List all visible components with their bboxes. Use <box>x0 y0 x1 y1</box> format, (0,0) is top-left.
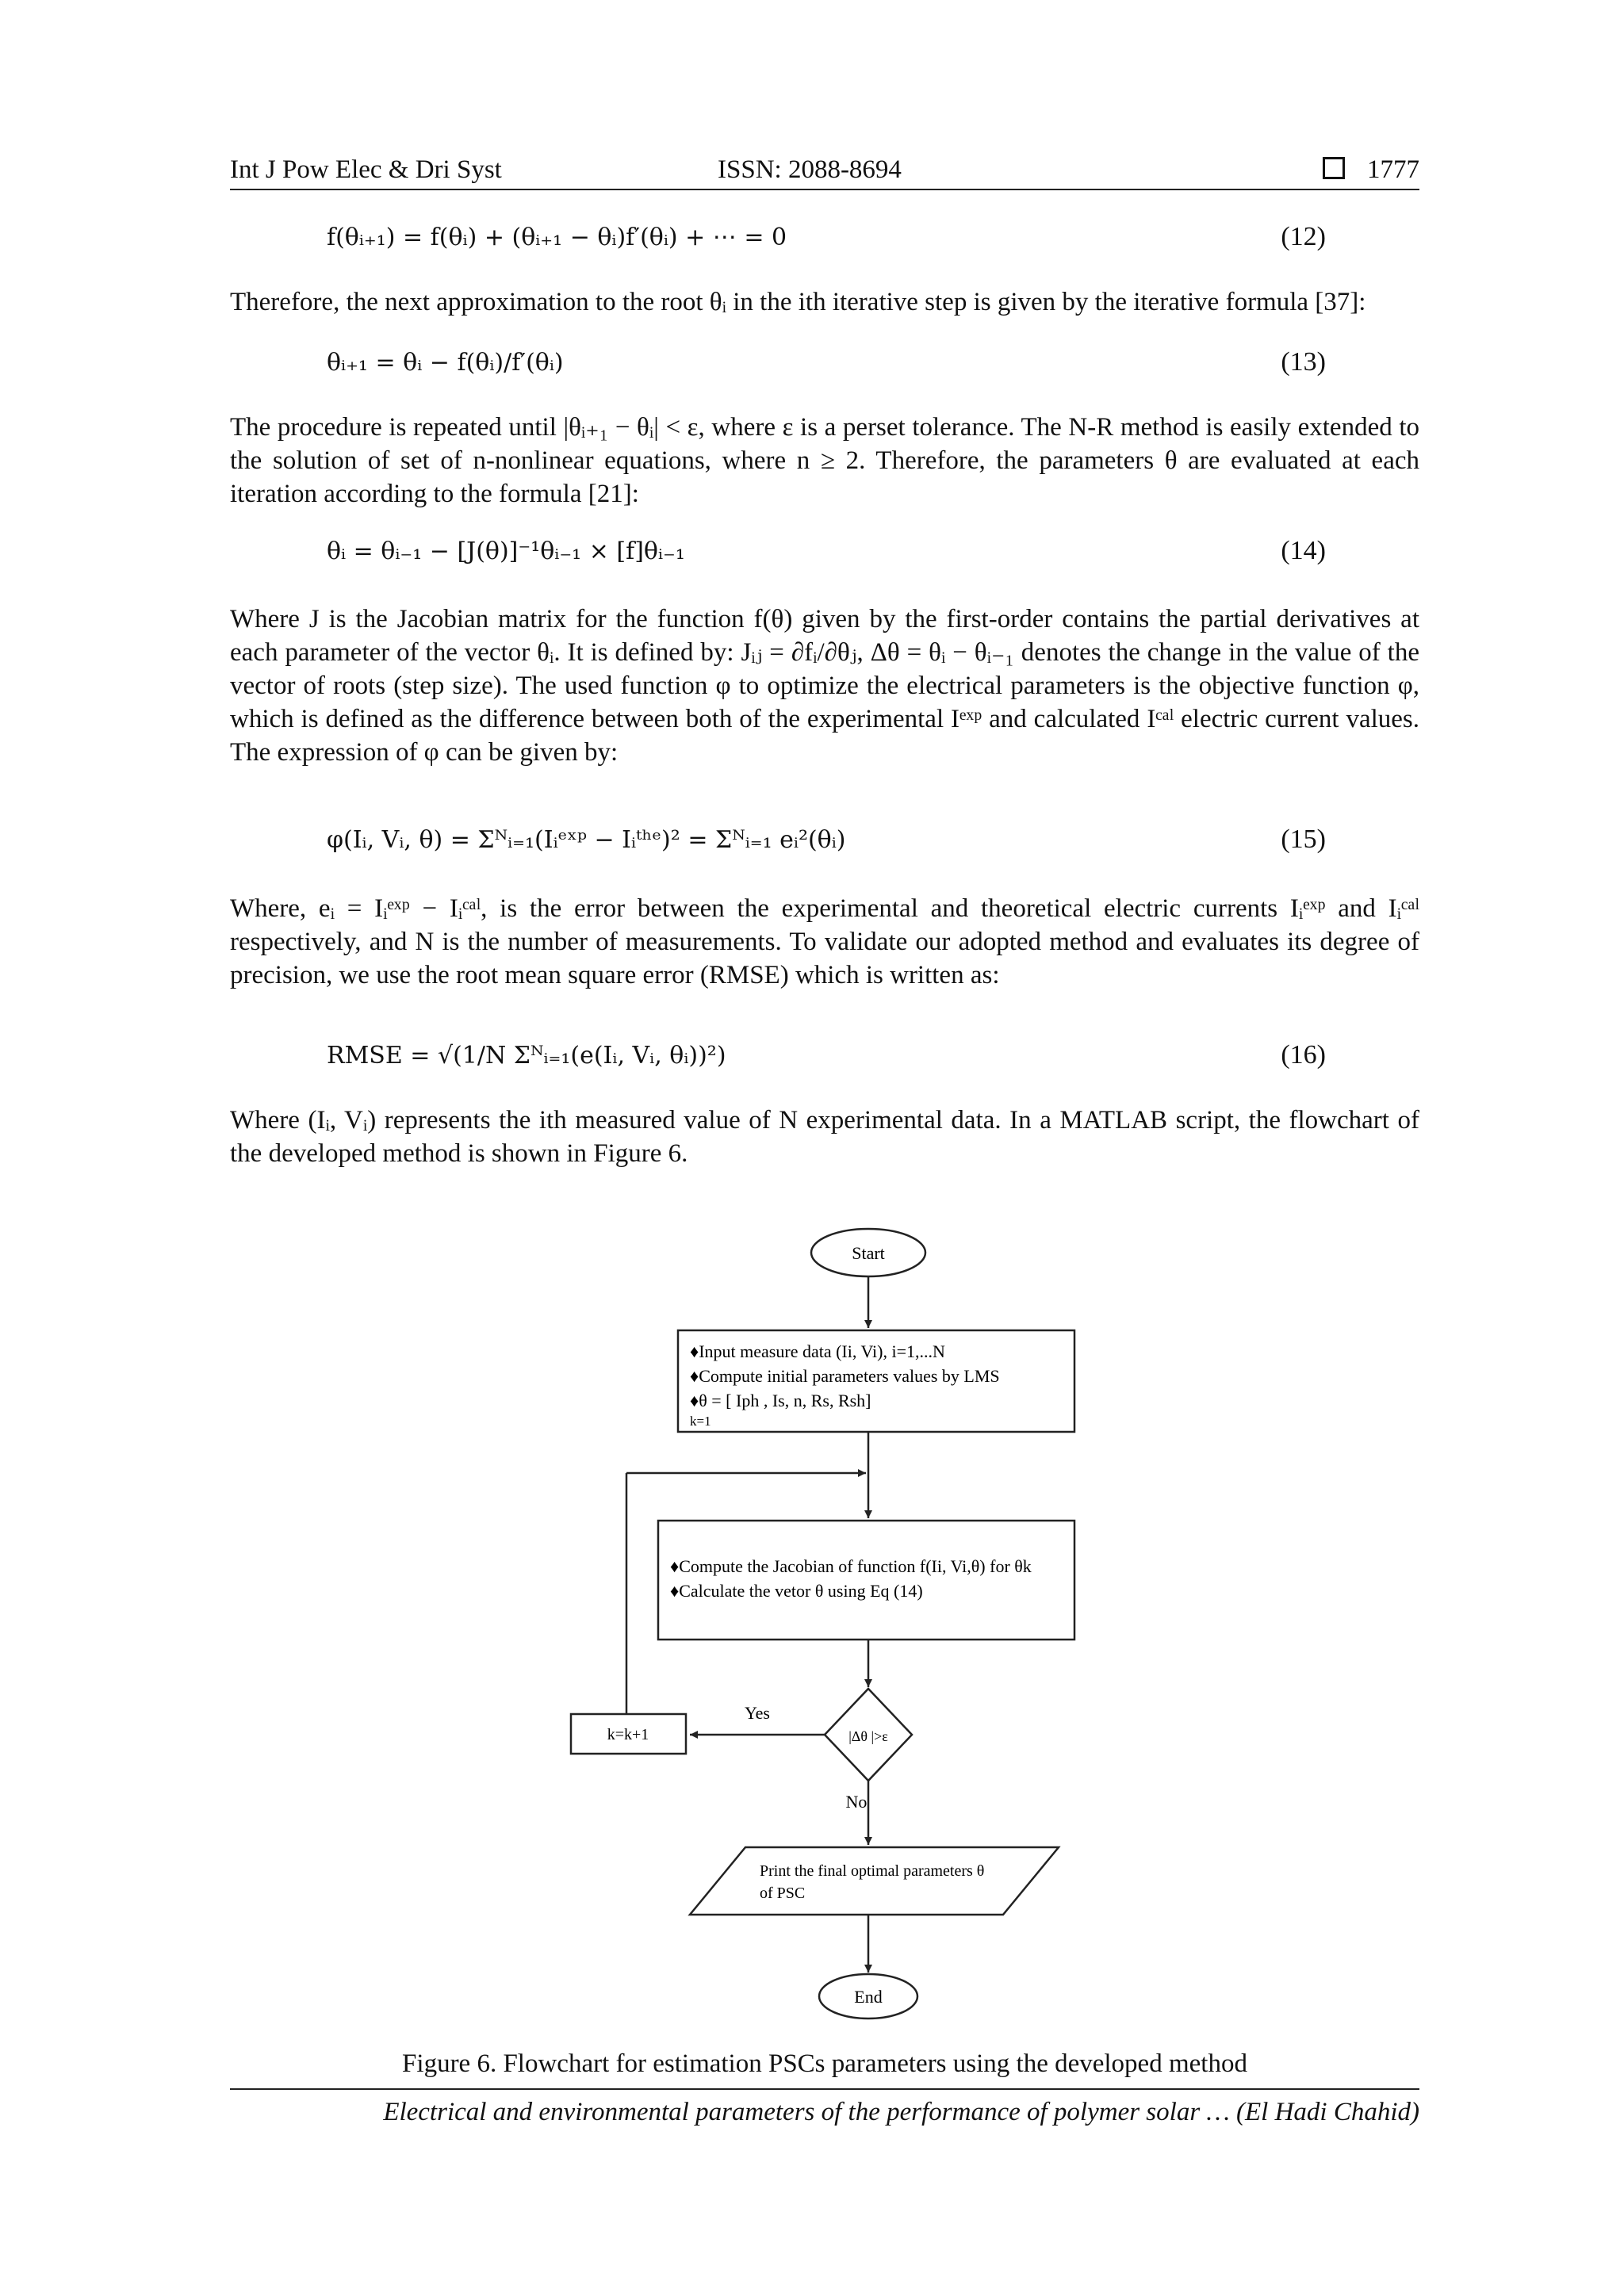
input-line-4: k=1 <box>690 1414 711 1429</box>
paragraph-4: Where, eᵢ = Iᵢᵉˣᵖ − Iᵢᶜᵃˡ, is the error between the experimental and theoretical electric currents Iᵢᵉˣᵖ and Iᵢᶜᵃˡ respectively, and N is the number of measurements. To validate our adopted method and evaluates its degree of precision, we use the root mean square error (RMSE) which is written as: <box>230 894 1419 989</box>
header-rule <box>230 189 1419 190</box>
flowchart-figure <box>555 1221 1094 2030</box>
no-label: No <box>845 1792 868 1812</box>
equation-16-number: (16) <box>1281 1040 1326 1070</box>
paragraph-5: Where (Iᵢ, Vᵢ) represents the ith measured value of N experimental data. In a MATLAB script, the flowchart of the developed method is shown in Figure 6. <box>230 1106 1419 1168</box>
decision-label: |Δθ |>ε <box>848 1728 888 1744</box>
equation-15-number: (15) <box>1281 825 1326 854</box>
equation-12 <box>327 222 1326 252</box>
increment-label: k=k+1 <box>607 1726 649 1743</box>
footer-rule <box>230 2088 1419 2090</box>
equation-13-text: θᵢ₊₁ = θᵢ − f(θᵢ)/f′(θᵢ) <box>327 349 564 377</box>
equation-14 <box>327 536 1326 566</box>
yes-label: Yes <box>744 1703 771 1723</box>
compute-line-2: ♦Calculate the vetor θ using Eq (14) <box>670 1581 923 1601</box>
input-line-2: ♦Compute initial parameters values by LMS <box>690 1366 1000 1386</box>
output-parallelogram <box>690 1847 1059 1915</box>
equation-12-number: (12) <box>1281 222 1326 251</box>
input-line-3: ♦θ = [ Iph , Is, n, Rs, Rsh] <box>690 1391 871 1410</box>
equation-16-text: RMSE = √(1/N Σᴺᵢ₌₁(e(Iᵢ, Vᵢ, θᵢ))²) <box>327 1042 726 1070</box>
page-number-block <box>1323 155 1419 190</box>
output-line-1: Print the final optimal parameters θ <box>760 1862 985 1880</box>
journal-name: Int J Pow Elec & Dri Syst <box>230 155 502 184</box>
end-label: End <box>854 1987 883 2007</box>
square-icon <box>1323 157 1345 179</box>
figure-caption: Figure 6. Flowchart for estimation PSCs parameters using the developed method <box>402 2049 1247 2078</box>
paragraph-1: Therefore, the next approximation to the root θᵢ in the ith iterative step is given by the iterative formula [37]: <box>230 288 1366 316</box>
equation-13 <box>327 347 1326 377</box>
input-line-1: ♦Input measure data (Ii, Vi), i=1,...N <box>690 1341 945 1361</box>
paragraph-2: The procedure is repeated until |θᵢ₊₁ − θᵢ| < ε, where ε is a perset tolerance. The N-R method is easily extended to the solution of set of n-nonlinear equations, where n ≥ 2. Therefore, the parameters θ are evaluated at each iteration according to the formula [21]: <box>230 413 1419 508</box>
equation-14-number: (14) <box>1281 536 1326 565</box>
equation-15-text: φ(Iᵢ, Vᵢ, θ) = Σᴺᵢ₌₁(Iᵢᵉˣᵖ − Iᵢᵗʰᵉ)² = Σᴺᵢ₌₁ eᵢ²(θᵢ) <box>327 826 846 854</box>
equation-14-text: θᵢ = θᵢ₋₁ − [J(θ)]⁻¹θᵢ₋₁ × [f]θᵢ₋₁ <box>327 538 685 565</box>
compute-process-box <box>658 1521 1074 1640</box>
equation-16 <box>327 1040 1326 1070</box>
start-label: Start <box>852 1243 885 1263</box>
equation-13-number: (13) <box>1281 347 1326 377</box>
issn: ISSN: 2088-8694 <box>718 155 902 184</box>
equation-12-text: f(θᵢ₊₁) = f(θᵢ) + (θᵢ₊₁ − θᵢ)f′(θᵢ) + ⋯ = 0 <box>327 224 787 251</box>
page-number: 1777 <box>1367 155 1419 184</box>
running-footer: Electrical and environmental parameters of the performance of polymer solar … (El Hadi Chahid) <box>383 2098 1419 2126</box>
output-line-2: of PSC <box>760 1885 806 1902</box>
compute-line-1: ♦Compute the Jacobian of function f(Ii, Vi,θ) for θk <box>670 1556 1032 1576</box>
equation-15 <box>327 825 1326 855</box>
paragraph-3: Where J is the Jacobian matrix for the function f(θ) given by the first-order contains the partial derivatives at each parameter of the vector θᵢ. It is defined by: Jᵢⱼ = ∂fᵢ/∂θⱼ, Δθ = θᵢ − θᵢ₋₁ denotes the change in the value of the vector of roots (step size). The used function φ to optimize the electrical parameters is the objective function φ, which is defined as the difference between both of the experimental Iᵉˣᵖ and calculated Iᶜᵃˡ electric current values. The expression of φ can be given by: <box>230 605 1419 767</box>
